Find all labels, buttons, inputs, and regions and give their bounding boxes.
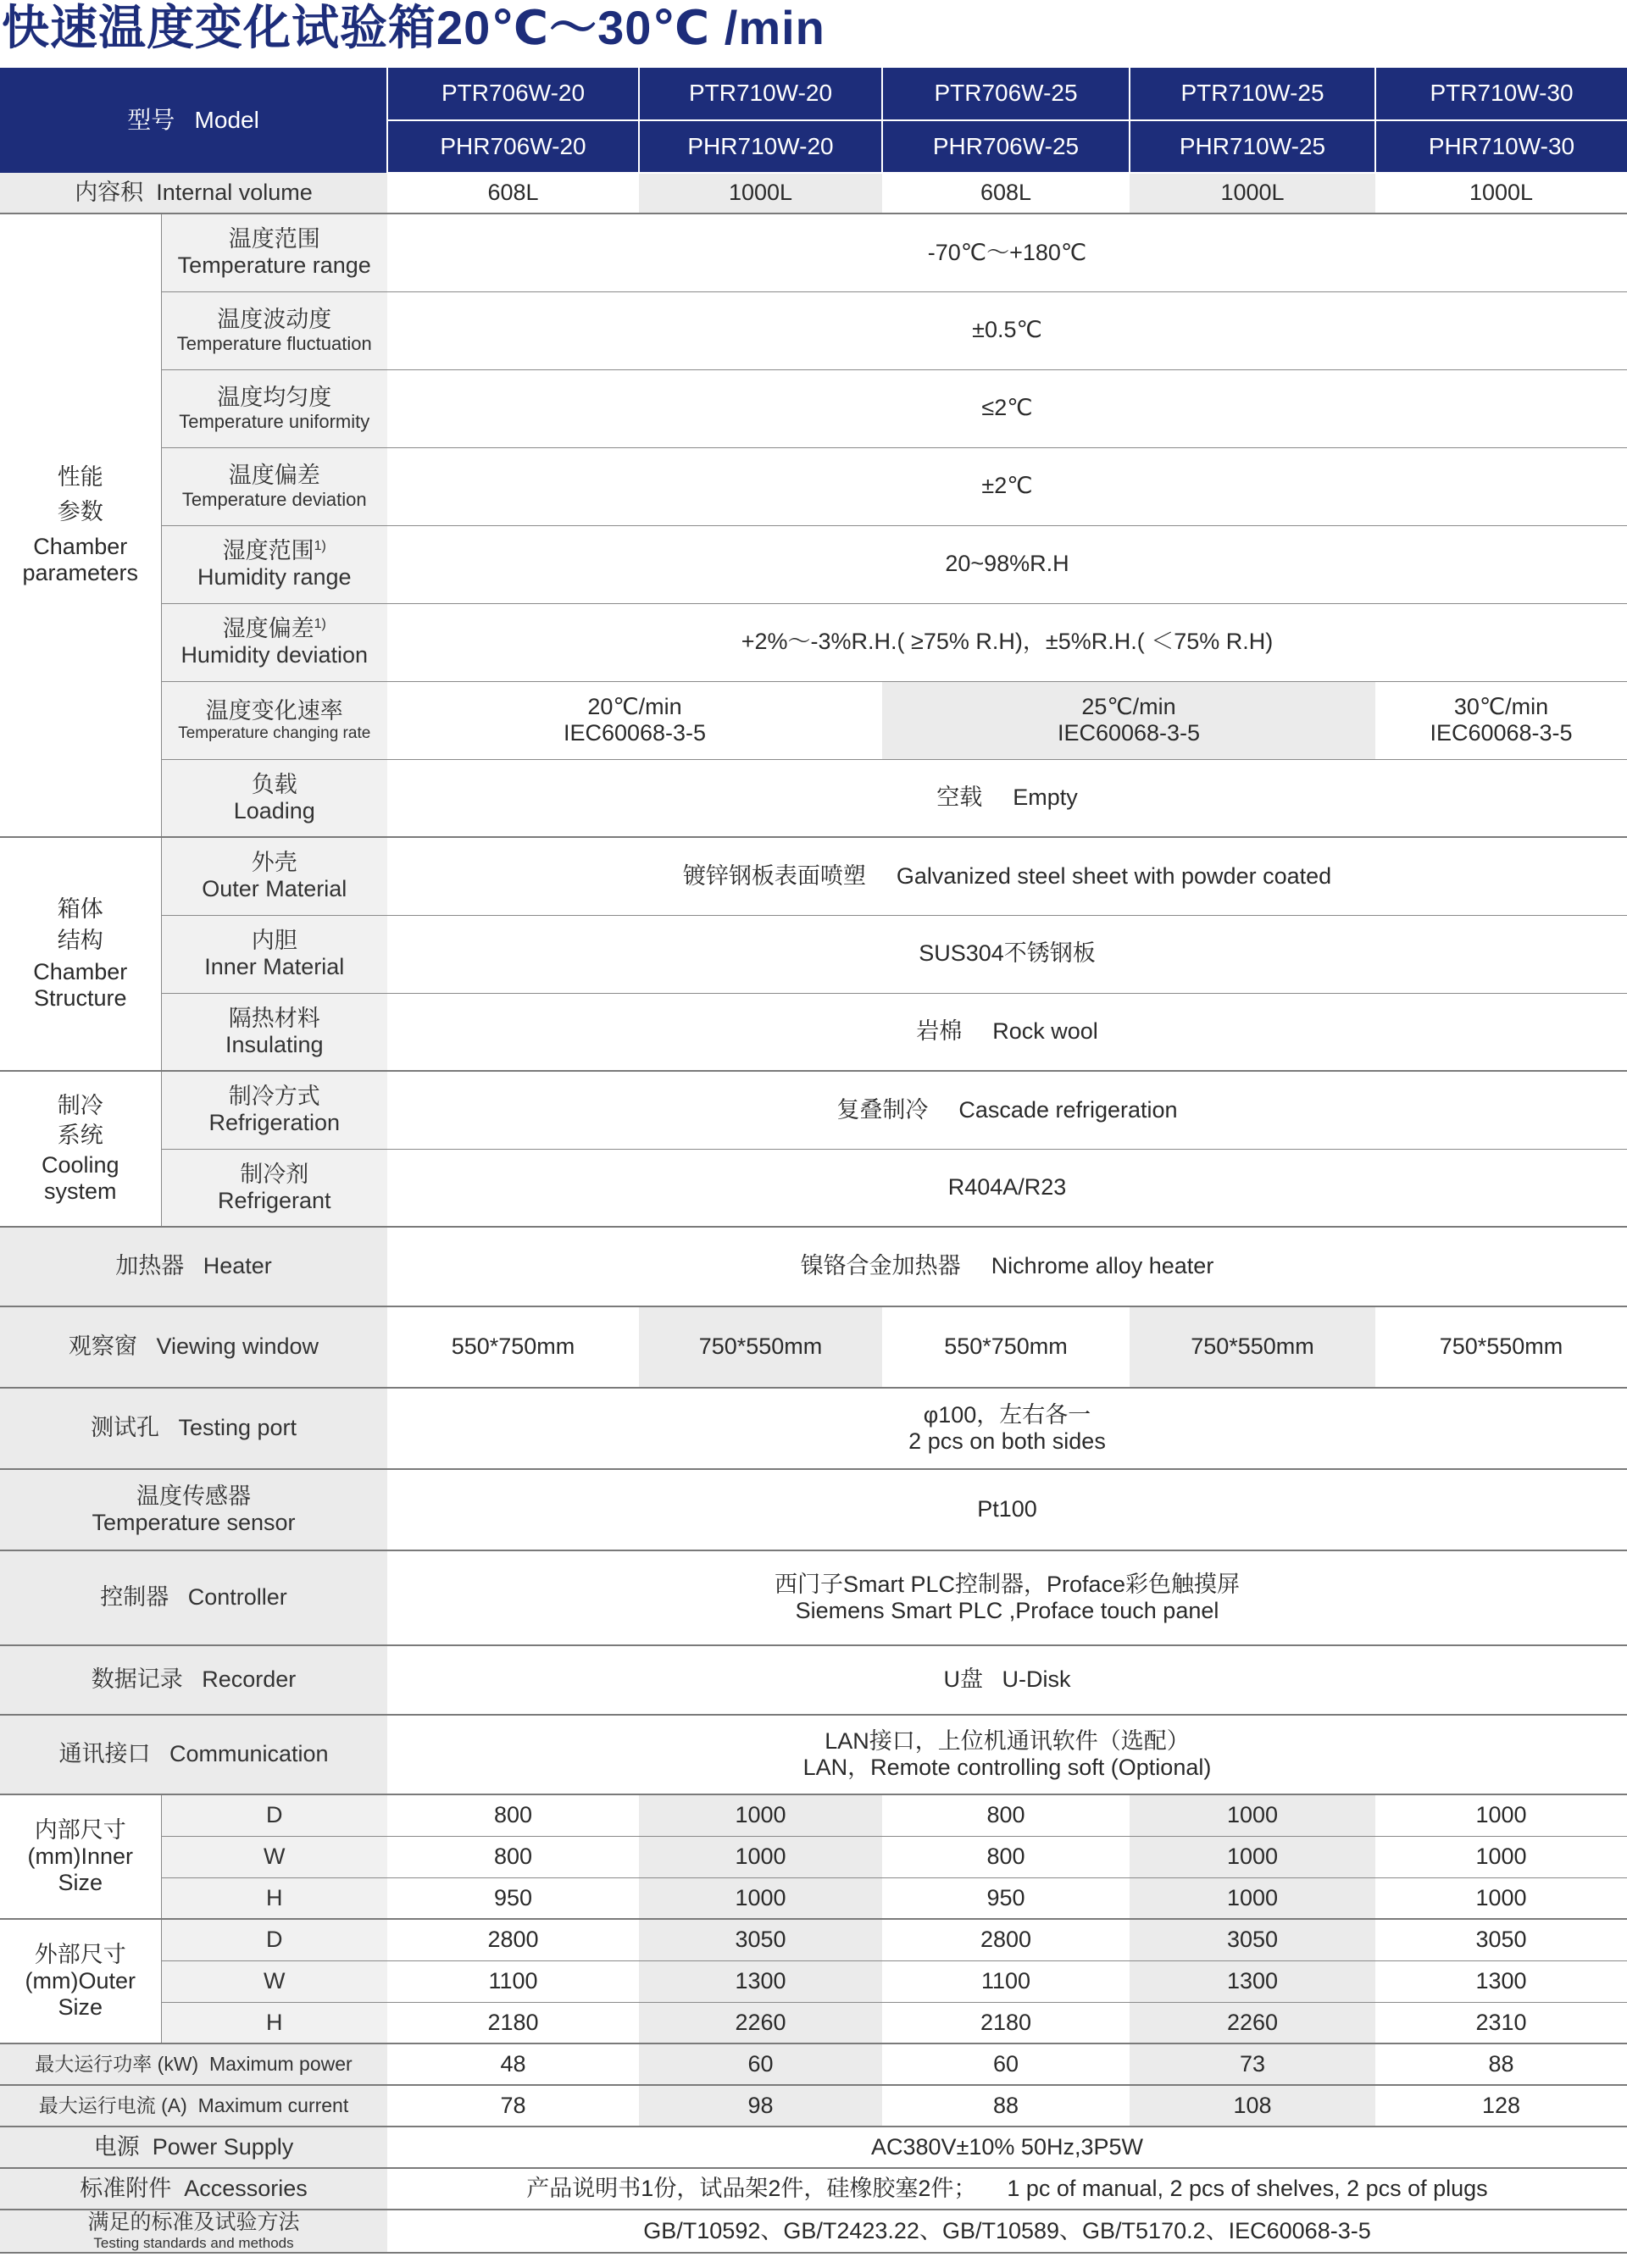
outer-w-4: 1300 xyxy=(1130,1960,1375,2002)
row-temp-sensor xyxy=(0,1469,1627,1550)
recorder-value: U盘 U-Disk xyxy=(387,1645,1627,1715)
row-viewing-window xyxy=(0,1306,1627,1388)
viewing-window-3: 550*750mm xyxy=(882,1306,1130,1388)
row-recorder xyxy=(0,1645,1627,1715)
viewing-window-label: 观察窗 Viewing window xyxy=(0,1306,387,1388)
humidity-range-label: 湿度范围$^{1)}$ Humidity range xyxy=(161,525,387,603)
refrigeration-value: 复叠制冷 Cascade refrigeration xyxy=(387,1071,1627,1149)
inner-h-5: 1000 xyxy=(1375,1877,1627,1919)
max-current-3: 88 xyxy=(882,2085,1130,2127)
controller-label: 控制器 Controller xyxy=(0,1550,387,1645)
temp-sensor-label: 温度传感器 Temperature sensor xyxy=(0,1469,387,1550)
max-current-4: 108 xyxy=(1130,2085,1375,2127)
model-phr-4: PHR710W-25 xyxy=(1130,120,1375,173)
power-supply-value: AC380V±10% 50Hz,3P5W xyxy=(387,2127,1627,2168)
temp-sensor-value: Pt100 xyxy=(387,1469,1627,1550)
model-phr-5: PHR710W-30 xyxy=(1375,120,1627,173)
communication-value: LAN接口，上位机通讯软件（选配） LAN，Remote controlling soft (Optional) xyxy=(387,1715,1627,1794)
humidity-deviation-label: 湿度偏差$^{1)}$ Humidity deviation xyxy=(161,603,387,681)
model-label-cn: 型号 xyxy=(127,106,175,133)
temp-uniformity-label: 温度均匀度 Temperature uniformity xyxy=(161,369,387,447)
testing-port-label: 测试孔 Testing port xyxy=(0,1388,387,1469)
refrigerant-value: R404A/R23 xyxy=(387,1149,1627,1227)
outer-d-1: 2800 xyxy=(387,1919,639,1960)
outer-d-2: 3050 xyxy=(639,1919,882,1960)
outer-h-5: 2310 xyxy=(1375,2002,1627,2043)
max-power-3: 60 xyxy=(882,2043,1130,2085)
max-current-2: 98 xyxy=(639,2085,882,2127)
refrigerant-label: 制冷剂 Refrigerant xyxy=(161,1149,387,1227)
humidity-deviation-value: +2%～-3%R.H.( ≥75% R.H)，±5%R.H.( ＜75% R.H) xyxy=(387,603,1627,681)
row-inner-size-d xyxy=(0,1794,1627,1836)
temp-deviation-label: 温度偏差 Temperature deviation xyxy=(161,447,387,525)
internal-volume-label: 内容积 Internal volume xyxy=(0,173,387,213)
inner-w-1: 800 xyxy=(387,1836,639,1877)
temp-range-label: 温度范围 Temperature range xyxy=(161,213,387,291)
model-ptr-1: PTR706W-20 xyxy=(387,68,639,120)
inner-h-3: 950 xyxy=(882,1877,1130,1919)
outer-d-3: 2800 xyxy=(882,1919,1130,1960)
outer-size-label: 外部尺寸 (mm)Outer Size xyxy=(0,1919,161,2043)
inner-material-value: SUS304不锈钢板 xyxy=(387,915,1627,993)
model-phr-3: PHR706W-25 xyxy=(882,120,1130,173)
max-power-2: 60 xyxy=(639,2043,882,2085)
row-inner-size-h xyxy=(0,1877,1627,1919)
inner-material-label: 内胆 Inner Material xyxy=(161,915,387,993)
accessories-value: 产品说明书1份，试品架2件，硅橡胶塞2件； 1 pc of manual, 2 pcs of shelves, 2 pcs of plugs xyxy=(387,2168,1627,2210)
category-chamber-parameters: 性能 参数 Chamber parameters xyxy=(0,213,161,837)
row-refrigerant xyxy=(0,1149,1627,1227)
viewing-window-4: 750*550mm xyxy=(1130,1306,1375,1388)
humidity-range-value: 20~98%R.H xyxy=(387,525,1627,603)
inner-d-3: 800 xyxy=(882,1794,1130,1836)
row-refrigeration xyxy=(0,1071,1627,1149)
standards-label: 满足的标准及试验方法 Testing standards and methods xyxy=(0,2210,387,2253)
row-temp-range xyxy=(0,213,1627,291)
model-label-cell xyxy=(0,68,387,173)
temp-uniformity-value: ≤2℃ xyxy=(387,369,1627,447)
heater-label: 加热器 Heater xyxy=(0,1227,387,1306)
row-outer-size-w xyxy=(0,1960,1627,2002)
page-title: 快速温度变化试验箱20℃～30℃ /min xyxy=(2,1,825,54)
inner-w-4: 1000 xyxy=(1130,1836,1375,1877)
inner-w-5: 1000 xyxy=(1375,1836,1627,1877)
row-temp-fluctuation xyxy=(0,291,1627,369)
row-temp-uniformity xyxy=(0,369,1627,447)
testing-port-value: φ100，左右各一 2 pcs on both sides xyxy=(387,1388,1627,1469)
model-ptr-5: PTR710W-30 xyxy=(1375,68,1627,120)
header-row-1 xyxy=(0,68,1627,120)
temp-fluctuation-label: 温度波动度 Temperature fluctuation xyxy=(161,291,387,369)
outer-w-3: 1100 xyxy=(882,1960,1130,2002)
row-inner-material xyxy=(0,915,1627,993)
row-internal-volume xyxy=(0,173,1627,213)
row-accessories xyxy=(0,2168,1627,2210)
row-outer-material xyxy=(0,837,1627,915)
communication-label: 通讯接口 Communication xyxy=(0,1715,387,1794)
outer-d-4: 3050 xyxy=(1130,1919,1375,1960)
model-ptr-3: PTR706W-25 xyxy=(882,68,1130,120)
max-current-label: 最大运行电流 (A) Maximum current xyxy=(0,2085,387,2127)
temp-deviation-value: ±2℃ xyxy=(387,447,1627,525)
max-power-label: 最大运行功率 (kW) Maximum power xyxy=(0,2043,387,2085)
internal-volume-1: 608L xyxy=(387,173,639,213)
row-inner-size-w xyxy=(0,1836,1627,1877)
row-loading xyxy=(0,759,1627,837)
rate-value-20: 20℃/min IEC60068-3-5 xyxy=(387,681,882,759)
insulating-label: 隔热材料 Insulating xyxy=(161,993,387,1071)
inner-size-label: 内部尺寸 (mm)Inner Size xyxy=(0,1794,161,1919)
accessories-label: 标准附件 Accessories xyxy=(0,2168,387,2210)
max-current-5: 128 xyxy=(1375,2085,1627,2127)
row-outer-size-h xyxy=(0,2002,1627,2043)
outer-h-4: 2260 xyxy=(1130,2002,1375,2043)
row-communication xyxy=(0,1715,1627,1794)
inner-size-d-letter: D xyxy=(161,1794,387,1836)
row-insulating xyxy=(0,993,1627,1071)
temp-range-value: -70℃～+180℃ xyxy=(387,213,1627,291)
spec-table-container xyxy=(0,68,1627,2264)
row-testing-port xyxy=(0,1388,1627,1469)
row-outer-size-d xyxy=(0,1919,1627,1960)
controller-value: 西门子Smart PLC控制器，Proface彩色触摸屏 Siemens Smart PLC ,Proface touch panel xyxy=(387,1550,1627,1645)
internal-volume-3: 608L xyxy=(882,173,1130,213)
spec-table xyxy=(0,68,1627,2254)
inner-d-2: 1000 xyxy=(639,1794,882,1836)
inner-h-4: 1000 xyxy=(1130,1877,1375,1919)
inner-d-4: 1000 xyxy=(1130,1794,1375,1836)
outer-d-5: 3050 xyxy=(1375,1919,1627,1960)
row-humidity-deviation xyxy=(0,603,1627,681)
power-supply-label: 电源 Power Supply xyxy=(0,2127,387,2168)
max-power-4: 73 xyxy=(1130,2043,1375,2085)
heater-value: 镍铬合金加热器 Nichrome alloy heater xyxy=(387,1227,1627,1306)
outer-size-d-letter: D xyxy=(161,1919,387,1960)
row-max-power xyxy=(0,2043,1627,2085)
row-humidity-range xyxy=(0,525,1627,603)
rate-value-25: 25℃/min IEC60068-3-5 xyxy=(882,681,1375,759)
max-power-1: 48 xyxy=(387,2043,639,2085)
internal-volume-5: 1000L xyxy=(1375,173,1627,213)
row-standards xyxy=(0,2210,1627,2253)
outer-w-2: 1300 xyxy=(639,1960,882,2002)
row-max-current xyxy=(0,2085,1627,2127)
loading-label: 负载 Loading xyxy=(161,759,387,837)
model-phr-1: PHR706W-20 xyxy=(387,120,639,173)
row-temp-deviation xyxy=(0,447,1627,525)
model-ptr-2: PTR710W-20 xyxy=(639,68,882,120)
viewing-window-2: 750*550mm xyxy=(639,1306,882,1388)
outer-size-w-letter: W xyxy=(161,1960,387,2002)
inner-size-h-letter: H xyxy=(161,1877,387,1919)
refrigeration-label: 制冷方式 Refrigeration xyxy=(161,1071,387,1149)
outer-h-2: 2260 xyxy=(639,2002,882,2043)
outer-material-label: 外壳 Outer Material xyxy=(161,837,387,915)
insulating-value: 岩棉 Rock wool xyxy=(387,993,1627,1071)
category-cooling-system: 制冷 系统 Cooling system xyxy=(0,1071,161,1227)
outer-size-h-letter: H xyxy=(161,2002,387,2043)
temp-fluctuation-value: ±0.5℃ xyxy=(387,291,1627,369)
max-power-5: 88 xyxy=(1375,2043,1627,2085)
inner-w-3: 800 xyxy=(882,1836,1130,1877)
inner-size-w-letter: W xyxy=(161,1836,387,1877)
model-ptr-4: PTR710W-25 xyxy=(1130,68,1375,120)
internal-volume-4: 1000L xyxy=(1130,173,1375,213)
row-temp-changing-rate xyxy=(0,681,1627,759)
row-controller xyxy=(0,1550,1627,1645)
inner-d-5: 1000 xyxy=(1375,1794,1627,1836)
category-chamber-structure: 箱体 结构 Chamber Structure xyxy=(0,837,161,1071)
temp-changing-rate-label: 温度变化速率 Temperature changing rate xyxy=(161,681,387,759)
viewing-window-5: 750*550mm xyxy=(1375,1306,1627,1388)
max-current-1: 78 xyxy=(387,2085,639,2127)
outer-material-value: 镀锌钢板表面喷塑 Galvanized steel sheet with powder coated xyxy=(387,837,1627,915)
recorder-label: 数据记录 Recorder xyxy=(0,1645,387,1715)
row-heater xyxy=(0,1227,1627,1306)
outer-h-1: 2180 xyxy=(387,2002,639,2043)
model-label-en: Model xyxy=(194,106,259,133)
internal-volume-2: 1000L xyxy=(639,173,882,213)
row-power-supply xyxy=(0,2127,1627,2168)
outer-h-3: 2180 xyxy=(882,2002,1130,2043)
loading-value: 空载 Empty xyxy=(387,759,1627,837)
rate-value-30: 30℃/min IEC60068-3-5 xyxy=(1375,681,1627,759)
inner-w-2: 1000 xyxy=(639,1836,882,1877)
model-phr-2: PHR710W-20 xyxy=(639,120,882,173)
outer-w-1: 1100 xyxy=(387,1960,639,2002)
standards-value: GB/T10592、GB/T2423.22、GB/T10589、GB/T5170.2、IEC60068-3-5 xyxy=(387,2210,1627,2253)
outer-w-5: 1300 xyxy=(1375,1960,1627,2002)
inner-h-2: 1000 xyxy=(639,1877,882,1919)
viewing-window-1: 550*750mm xyxy=(387,1306,639,1388)
inner-d-1: 800 xyxy=(387,1794,639,1836)
inner-h-1: 950 xyxy=(387,1877,639,1919)
